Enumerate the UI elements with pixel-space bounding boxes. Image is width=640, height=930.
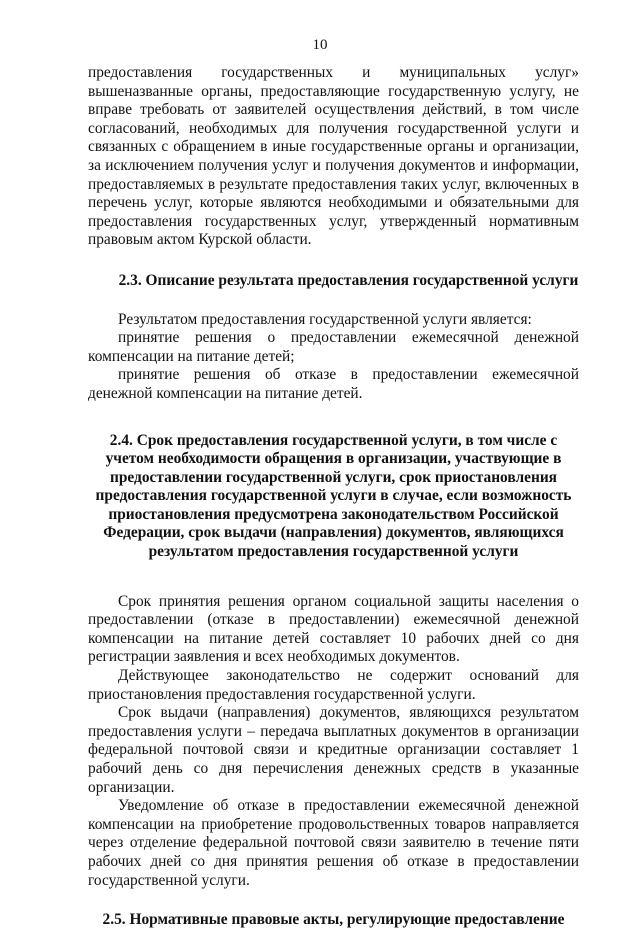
paragraph-continuation: предоставления государственных и муниципальных услуг» вышеназванные органы, предоставляющие государственную услугу, не вправе требовать от заявителей осуществления действий, в том числе согласований, необходимых для получения государственной услуги и связанных с обращением в иные государственные органы и организации, за исключением получения услуг и получения документов и информации, предоставляемых в результате предоставления таких услуг, включенных в перечень услуг, которые являются необходимыми и обязательными для предоставления государственных услуг, утвержденный нормативным правовым актом Курской области. [88,64,579,249]
paragraph-refusal-notice: Уведомление об отказе в предоставлении ежемесячной денежной компенсации на приобретение продовольственных товаров направляется через отделение федеральной почтовой связи заявителю в течение пяти рабочих дней со дня принятия решения об отказе в предоставлении государственной услуги. [88,797,579,889]
section-heading-2-5: 2.5. Нормативные правовые акты, регулирующие предоставление [102,911,565,929]
paragraph-no-suspension: Действующее законодательство не содержит оснований для приостановления предоставления государственной услуги. [88,667,579,703]
section-heading-2-4: 2.4. Срок предоставления государственной услуги, в том числе с учетом необходимости обращения в организации, участвующие в предоставлении государственной услуги, срок приостановления предоставления государственной услуги в случае, если возможность приостановления предусмотрена законодательством Российской Федерации, срок выдачи (направления) документов, являющихся результатом предоставления государственной услуги [95,431,572,561]
paragraph-decision-term: Срок принятия решения органом социальной защиты населения о предоставлении (отказе в предоставлении) ежемесячной денежной компенсации на питание детей составляет 10 рабочих дней со дня регистрации заявления и всех необходимых документов. [88,592,579,666]
paragraph-result-refuse: принятие решения об отказе в предоставлении ежемесячной денежной компенсации на питание детей. [88,366,579,402]
section-heading-2-3: 2.3. Описание результата предоставления государственной услуги [118,271,579,289]
paragraph-result-grant: принятие решения о предоставлении ежемесячной денежной компенсации на питание детей; [88,329,579,365]
document-body [88,64,579,930]
paragraph-result-intro: Результатом предоставления государственной услуги является: [118,310,532,328]
paragraph-issue-term: Срок выдачи (направления) документов, являющихся результатом предоставления услуги – передача выплатных документов в организации федеральной почтовой связи и кредитные организации составляет 1 рабочий день со дня перечисления денежных средств в указанные организации. [88,704,579,796]
page-number: 10 [312,37,328,53]
